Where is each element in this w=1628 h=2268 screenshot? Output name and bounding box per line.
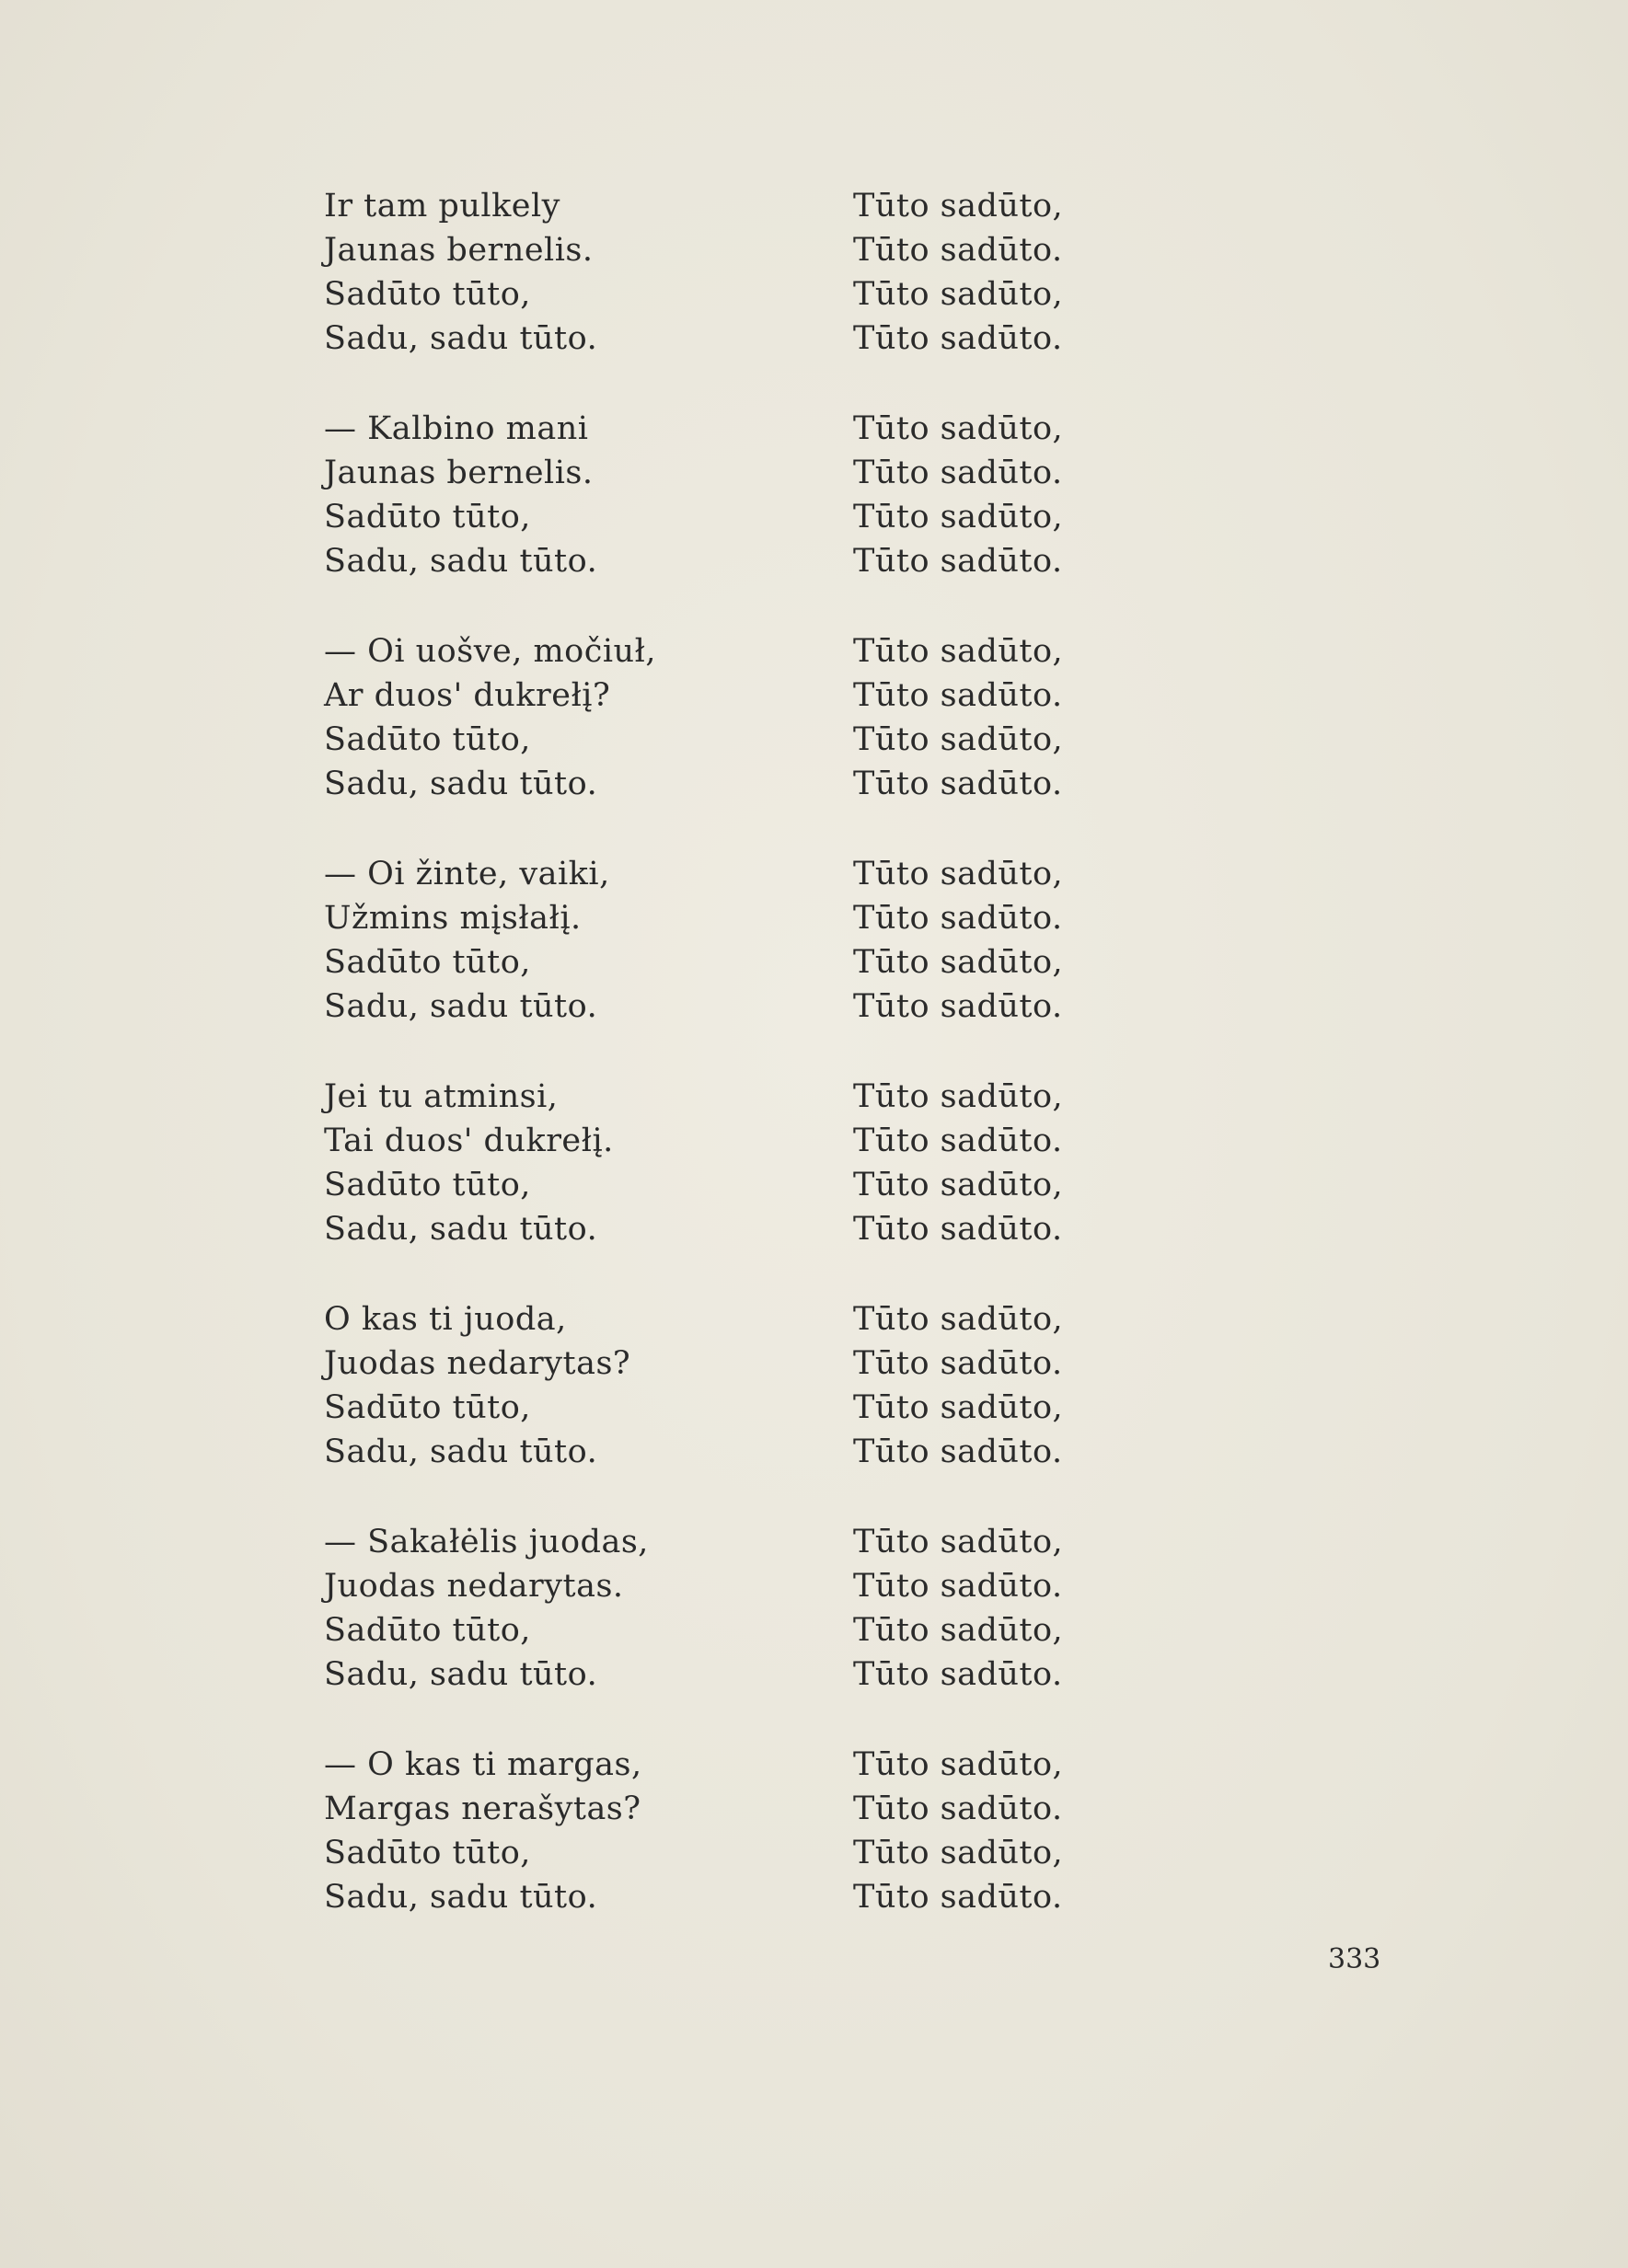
refrain-text: Tūto sadūto, <box>853 1078 1064 1115</box>
verse-line <box>324 1787 1152 1831</box>
stanza-6 <box>324 1297 1152 1520</box>
verse-text: Juodas nedarytas? <box>324 1345 631 1382</box>
verse-line <box>324 228 1152 272</box>
verse-text: Sadūto tūto, <box>324 276 531 313</box>
refrain-text: Tūto sadūto, <box>853 499 1064 535</box>
refrain-text: Tūto sadūto. <box>853 900 1063 937</box>
verse-text: Sadūto tūto, <box>324 499 531 535</box>
verse-line <box>324 1520 1152 1564</box>
verse-line <box>324 1875 1152 1919</box>
refrain-text: Tūto sadūto, <box>853 1301 1064 1338</box>
page-number: 333 <box>1328 1943 1381 1975</box>
verse-line <box>324 272 1152 317</box>
verse-line <box>324 317 1152 361</box>
refrain-text: Tūto sadūto, <box>853 721 1064 758</box>
verse-text: Sadu, sadu tūto. <box>324 543 598 580</box>
verse-text: Sadu, sadu tūto. <box>324 766 598 802</box>
verse-line <box>324 495 1152 539</box>
refrain-text: Tūto sadūto, <box>853 1389 1064 1426</box>
verse-text: Sadūto tūto, <box>324 1835 531 1871</box>
refrain-text: Tūto sadūto. <box>853 320 1063 357</box>
verse-text: Sadu, sadu tūto. <box>324 1211 598 1248</box>
verse-text: Sadu, sadu tūto. <box>324 1879 598 1916</box>
verse-line <box>324 539 1152 583</box>
verse-line <box>324 1163 1152 1207</box>
refrain-text: Tūto sadūto, <box>853 944 1064 981</box>
stanza-3 <box>324 629 1152 852</box>
verse-line <box>324 451 1152 495</box>
refrain-text: Tūto sadūto, <box>853 188 1064 224</box>
verse-text: Sadu, sadu tūto. <box>324 988 598 1025</box>
verse-line <box>324 407 1152 451</box>
refrain-text: Tūto sadūto. <box>853 766 1063 802</box>
verse-text: Tai duos' dukrełį. <box>324 1122 614 1159</box>
verse-line <box>324 852 1152 896</box>
verse-line <box>324 1386 1152 1430</box>
refrain-text: Tūto sadūto. <box>853 988 1063 1025</box>
verse-text: Sadūto tūto, <box>324 1389 531 1426</box>
verse-text: Sadūto tūto, <box>324 721 531 758</box>
refrain-text: Tūto sadūto, <box>853 633 1064 670</box>
refrain-text: Tūto sadūto. <box>853 1122 1063 1159</box>
verse-line <box>324 1297 1152 1341</box>
stanza-8 <box>324 1743 1152 1965</box>
verse-line <box>324 1831 1152 1875</box>
verse-line <box>324 718 1152 762</box>
refrain-text: Tūto sadūto, <box>853 1524 1064 1560</box>
refrain-text: Tūto sadūto. <box>853 1433 1063 1470</box>
refrain-text: Tūto sadūto. <box>853 232 1063 269</box>
verse-line <box>324 1430 1152 1474</box>
verse-line <box>324 1652 1152 1697</box>
verse-text: Sadu, sadu tūto. <box>324 1656 598 1693</box>
refrain-text: Tūto sadūto, <box>853 1612 1064 1649</box>
verse-text: O kas ti juoda, <box>324 1301 567 1338</box>
refrain-text: Tūto sadūto, <box>853 1167 1064 1203</box>
refrain-text: Tūto sadūto, <box>853 410 1064 447</box>
verse-text: Juodas nedarytas. <box>324 1568 624 1605</box>
song-text <box>324 184 1152 1965</box>
refrain-text: Tūto sadūto, <box>853 1746 1064 1783</box>
verse-line <box>324 1564 1152 1608</box>
verse-text: — Kalbino mani <box>324 410 589 447</box>
verse-line <box>324 1608 1152 1652</box>
verse-text: Sadūto tūto, <box>324 1167 531 1203</box>
refrain-text: Tūto sadūto. <box>853 1879 1063 1916</box>
verse-line <box>324 984 1152 1029</box>
verse-text: Jaunas bernelis. <box>324 455 594 491</box>
verse-line <box>324 940 1152 984</box>
verse-line <box>324 1743 1152 1787</box>
stanza-2 <box>324 407 1152 629</box>
verse-text: — Oi uošve, močiuł, <box>324 633 657 670</box>
verse-text: Jaunas bernelis. <box>324 232 594 269</box>
stanza-4 <box>324 852 1152 1075</box>
refrain-text: Tūto sadūto, <box>853 276 1064 313</box>
verse-text: — Oi žinte, vaiki, <box>324 856 610 892</box>
verse-text: Ar duos' dukrełį? <box>324 677 611 714</box>
verse-text: Margas nerašytas? <box>324 1790 641 1827</box>
verse-text: Ir tam pulkely <box>324 188 560 224</box>
verse-line <box>324 673 1152 718</box>
refrain-text: Tūto sadūto. <box>853 543 1063 580</box>
verse-text: Sadūto tūto, <box>324 944 531 981</box>
verse-line <box>324 1341 1152 1386</box>
verse-text: Užmins mįsłałį. <box>324 900 582 937</box>
verse-line <box>324 1075 1152 1119</box>
verse-text: — Sakałėlis juodas, <box>324 1524 649 1560</box>
verse-line <box>324 1207 1152 1251</box>
refrain-text: Tūto sadūto, <box>853 856 1064 892</box>
verse-line <box>324 629 1152 673</box>
verse-text: Jei tu atminsi, <box>324 1078 559 1115</box>
stanza-7 <box>324 1520 1152 1743</box>
refrain-text: Tūto sadūto. <box>853 1790 1063 1827</box>
refrain-text: Tūto sadūto. <box>853 455 1063 491</box>
stanza-1 <box>324 184 1152 407</box>
refrain-text: Tūto sadūto. <box>853 1656 1063 1693</box>
verse-line <box>324 762 1152 806</box>
verse-text: Sadu, sadu tūto. <box>324 320 598 357</box>
refrain-text: Tūto sadūto. <box>853 1345 1063 1382</box>
verse-line <box>324 896 1152 940</box>
refrain-text: Tūto sadūto. <box>853 1211 1063 1248</box>
verse-line <box>324 1119 1152 1163</box>
refrain-text: Tūto sadūto, <box>853 1835 1064 1871</box>
refrain-text: Tūto sadūto. <box>853 1568 1063 1605</box>
stanza-5 <box>324 1075 1152 1297</box>
verse-text: — O kas ti margas, <box>324 1746 642 1783</box>
verse-text: Sadūto tūto, <box>324 1612 531 1649</box>
verse-line <box>324 184 1152 228</box>
refrain-text: Tūto sadūto. <box>853 677 1063 714</box>
verse-text: Sadu, sadu tūto. <box>324 1433 598 1470</box>
